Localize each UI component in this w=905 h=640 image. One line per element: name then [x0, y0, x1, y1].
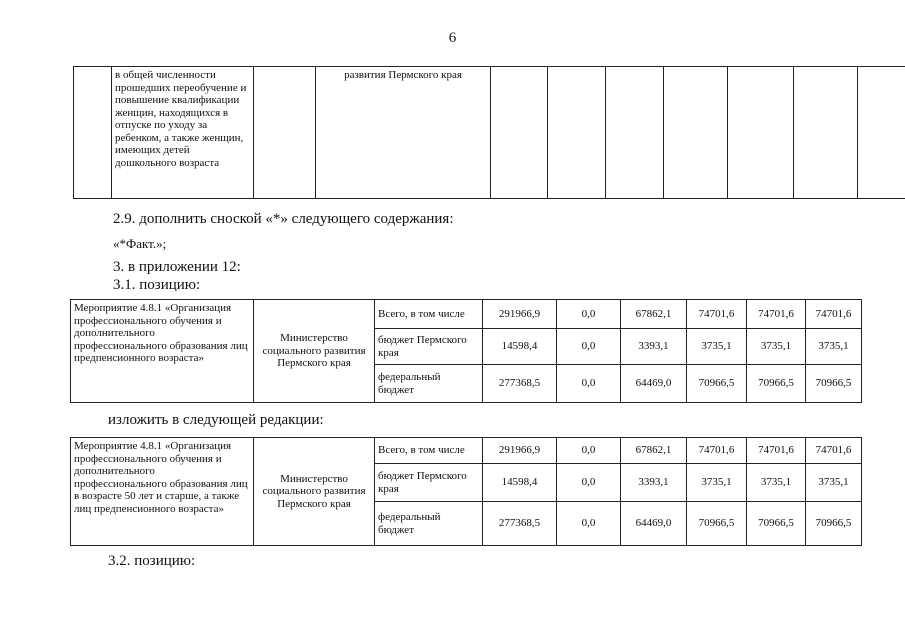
value-cell: 3393,1 — [621, 464, 687, 502]
value-cell: 0,0 — [557, 329, 621, 365]
value-cell: 74701,6 — [687, 300, 747, 329]
executor-cell: Министерство социального развития Пермского края — [254, 438, 375, 546]
empty-cell — [728, 67, 794, 199]
value-cell: 64469,0 — [621, 365, 687, 403]
empty-cell — [664, 67, 728, 199]
empty-cell — [606, 67, 664, 199]
indicator-description: в общей численности прошедших переобучение и повышение квалификации женщин, находящихся в отпуске по уходу за ребенком, а также женщин, имеющих детей дошкольного возраста — [112, 67, 254, 199]
value-cell: 74701,6 — [747, 300, 806, 329]
value-cell: 64469,0 — [621, 502, 687, 546]
value-cell: 67862,1 — [621, 300, 687, 329]
row-label: бюджет Пермского края — [375, 464, 483, 502]
paragraph-3: 3. в приложении 12: — [113, 259, 241, 275]
executor-cell: развития Пермского края — [316, 67, 491, 199]
value-cell: 0,0 — [557, 438, 621, 464]
page-number: 6 — [448, 30, 457, 46]
value-cell: 0,0 — [557, 502, 621, 546]
measure-name: Мероприятие 4.8.1 «Организация профессионального обучения и дополнительного профессионального образования лиц предпенсионного возраста» — [71, 300, 254, 403]
value-cell: 3735,1 — [806, 464, 862, 502]
value-cell: 67862,1 — [621, 438, 687, 464]
row-label: Всего, в том числе — [375, 300, 483, 329]
paragraph-new-edition: изложить в следующей редакции: — [108, 412, 324, 428]
value-cell: 74701,6 — [806, 300, 862, 329]
value-cell: 277368,5 — [483, 365, 557, 403]
executor-cell: Министерство социального развития Пермского края — [254, 300, 375, 403]
value-cell: 70966,5 — [687, 365, 747, 403]
continuation-table — [73, 66, 905, 199]
old-position-table — [70, 299, 862, 403]
value-cell: 3735,1 — [747, 464, 806, 502]
value-cell: 70966,5 — [747, 502, 806, 546]
empty-cell — [491, 67, 548, 199]
value-cell: 3735,1 — [806, 329, 862, 365]
empty-cell — [858, 67, 905, 199]
empty-cell — [254, 67, 316, 199]
value-cell: 74701,6 — [687, 438, 747, 464]
row-label: федеральный бюджет — [375, 502, 483, 546]
value-cell: 14598,4 — [483, 329, 557, 365]
paragraph-2-9: 2.9. дополнить сноской «*» следующего содержания: — [113, 211, 454, 227]
value-cell: 70966,5 — [806, 502, 862, 546]
measure-name: Мероприятие 4.8.1 «Организация профессионального обучения и дополнительного профессионального образования лиц в возрасте 50 лет и старше, а также лиц предпенсионного возраста» — [71, 438, 254, 546]
empty-cell — [794, 67, 858, 199]
value-cell: 3735,1 — [747, 329, 806, 365]
value-cell: 14598,4 — [483, 464, 557, 502]
row-label: федеральный бюджет — [375, 365, 483, 403]
value-cell: 3735,1 — [687, 329, 747, 365]
empty-cell — [548, 67, 606, 199]
value-cell: 291966,9 — [483, 438, 557, 464]
value-cell: 74701,6 — [747, 438, 806, 464]
empty-cell — [74, 67, 112, 199]
row-label: Всего, в том числе — [375, 438, 483, 464]
paragraph-3-1: 3.1. позицию: — [113, 277, 201, 293]
value-cell: 70966,5 — [687, 502, 747, 546]
value-cell: 291966,9 — [483, 300, 557, 329]
value-cell: 3393,1 — [621, 329, 687, 365]
row-label: бюджет Пермского края — [375, 329, 483, 365]
paragraph-3-2: 3.2. позицию: — [108, 553, 196, 569]
value-cell: 70966,5 — [747, 365, 806, 403]
value-cell: 277368,5 — [483, 502, 557, 546]
footnote-text: «*Факт.»; — [113, 236, 167, 251]
value-cell: 0,0 — [557, 300, 621, 329]
value-cell: 70966,5 — [806, 365, 862, 403]
new-position-table — [70, 437, 862, 546]
value-cell: 0,0 — [557, 365, 621, 403]
value-cell: 3735,1 — [687, 464, 747, 502]
value-cell: 0,0 — [557, 464, 621, 502]
value-cell: 74701,6 — [806, 438, 862, 464]
